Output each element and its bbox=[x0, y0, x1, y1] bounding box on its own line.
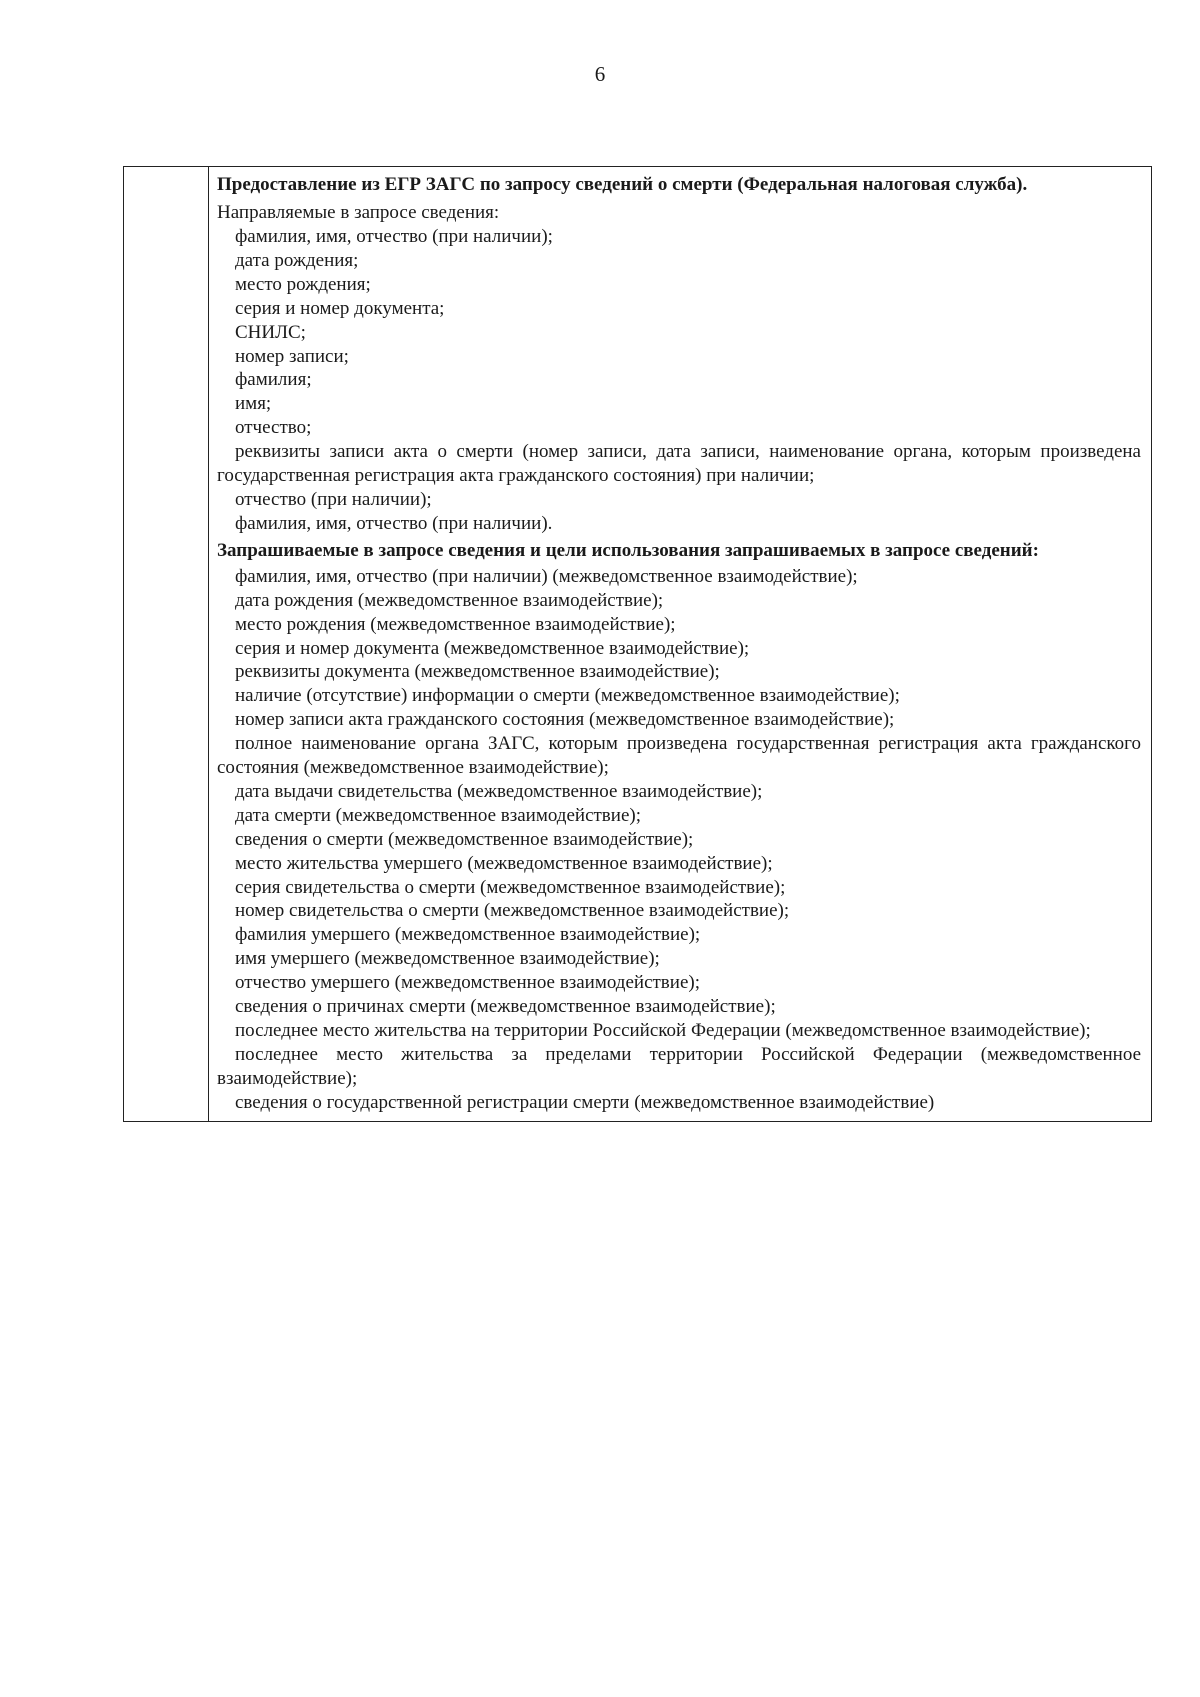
document-table bbox=[123, 166, 1152, 1122]
list-item: дата рождения (межведомственное взаимодействие); bbox=[235, 589, 664, 611]
list-item: фамилия умершего (межведомственное взаимодействие); bbox=[235, 924, 701, 946]
sent-info-list bbox=[217, 225, 1141, 536]
list-item: дата смерти (межведомственное взаимодействие); bbox=[235, 804, 641, 826]
list-item: серия и номер документа (межведомственное взаимодействие); bbox=[235, 637, 750, 659]
list-item: фамилия; bbox=[235, 369, 312, 391]
list-item: сведения о причинах смерти (межведомственное взаимодействие); bbox=[235, 996, 776, 1018]
table-left-column bbox=[124, 167, 209, 1121]
list-item: дата рождения; bbox=[235, 249, 359, 271]
sent-info-label: Направляемые в запросе сведения: bbox=[217, 202, 500, 223]
table-content-cell bbox=[209, 167, 1151, 1121]
list-item: наличие (отсутствие) информации о смерти (межведомственное взаимодействие); bbox=[235, 685, 900, 707]
list-item: отчество (при наличии); bbox=[235, 488, 432, 510]
list-item: номер записи акта гражданского состояния (межведомственное взаимодействие); bbox=[235, 709, 895, 731]
list-item: серия и номер документа; bbox=[235, 297, 445, 319]
list-item: последнее место жительства за пределами территории Российской Федерации (межведомственное взаимодействие); bbox=[217, 1043, 1141, 1089]
list-item: отчество; bbox=[235, 417, 312, 439]
page-number: 6 bbox=[594, 62, 606, 86]
list-item: имя; bbox=[235, 393, 272, 415]
list-item: СНИЛС; bbox=[235, 321, 306, 343]
list-item: последнее место жительства на территории Российской Федерации (межведомственное взаимодействие); bbox=[235, 1020, 1091, 1041]
list-item: фамилия, имя, отчество (при наличии) (межведомственное взаимодействие); bbox=[235, 565, 858, 587]
list-item: полное наименование органа ЗАГС, которым произведена государственная регистрация акта гражданского состояния (межведомственное взаимодействие); bbox=[217, 733, 1141, 779]
requested-info-list bbox=[217, 565, 1141, 1115]
requested-info-label: Запрашиваемые в запросе сведения и цели использования запрашиваемых в запросе сведений: bbox=[217, 539, 1039, 561]
list-item: отчество умершего (межведомственное взаимодействие); bbox=[235, 972, 700, 994]
list-item: реквизиты записи акта о смерти (номер записи, дата записи, наименование органа, которым произведена государственная регистрация акта гражданского состояния) при наличии; bbox=[217, 441, 1141, 487]
list-item: фамилия, имя, отчество (при наличии); bbox=[235, 226, 553, 247]
list-item: сведения о смерти (межведомственное взаимодействие); bbox=[235, 828, 694, 850]
list-item: номер свидетельства о смерти (межведомственное взаимодействие); bbox=[235, 900, 790, 922]
list-item: имя умершего (межведомственное взаимодействие); bbox=[235, 948, 660, 970]
list-item: место жительства умершего (межведомственное взаимодействие); bbox=[235, 852, 773, 874]
list-item: сведения о государственной регистрации смерти (межведомственное взаимодействие) bbox=[235, 1091, 935, 1113]
list-item: серия свидетельства о смерти (межведомственное взаимодействие); bbox=[235, 876, 786, 898]
list-item: место рождения; bbox=[235, 273, 371, 295]
list-item: реквизиты документа (межведомственное взаимодействие); bbox=[235, 661, 720, 683]
list-item: фамилия, имя, отчество (при наличии). bbox=[235, 512, 553, 534]
section-title: Предоставление из ЕГР ЗАГС по запросу сведений о смерти (Федеральная налоговая служба). bbox=[217, 174, 1028, 195]
list-item: место рождения (межведомственное взаимодействие); bbox=[235, 613, 676, 635]
list-item: номер записи; bbox=[235, 345, 349, 367]
list-item: дата выдачи свидетельства (межведомственное взаимодействие); bbox=[235, 780, 763, 802]
